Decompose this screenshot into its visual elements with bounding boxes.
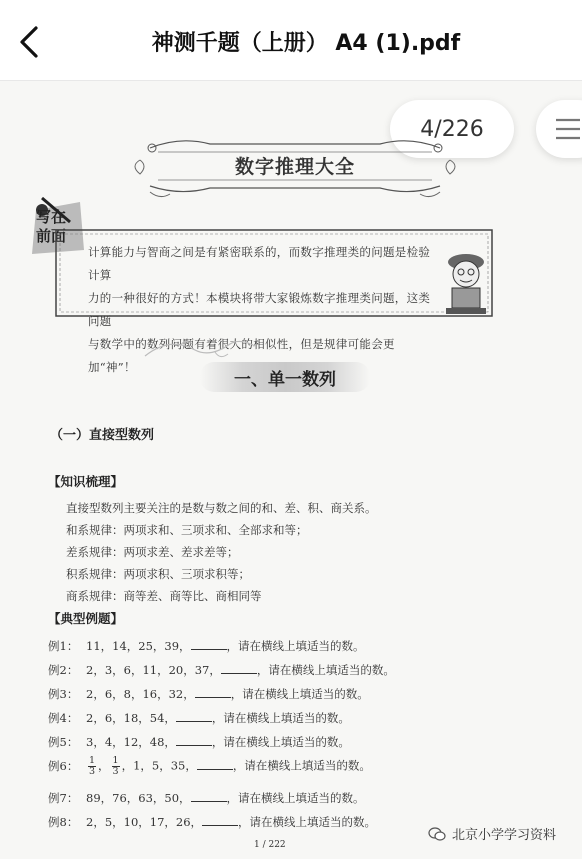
- answer-blank: [195, 687, 231, 698]
- example-row: 例2： 2，3，6，11，20，37， ，请在横线上填适当的数。: [48, 663, 395, 677]
- intro-text: 计算能力与智商之间是有紧密联系的，而数字推理类的问题是检验计算 力的一种很好的方式！本模块将带大家锻炼数字推理类问题，这类问题 与数学中的数列问题有着很大的相似性，但是规律可能会更加“神”！: [88, 245, 431, 374]
- answer-blank: [176, 711, 212, 722]
- knowledge-line: 直接型数列主要关注的是数与数之间的和、差、积、商关系。: [66, 501, 377, 515]
- knowledge-line: 和系规律：两项求和、三项求和、全部求和等；: [66, 523, 308, 537]
- answer-blank: [221, 663, 257, 674]
- knowledge-label: 【知识梳理】: [48, 474, 124, 489]
- example-row: 例6： $\frac{1}{3}$ ， $\frac{1}{3}$ ，1，5，35， ，请在横线上填适当的数。: [48, 755, 371, 777]
- badge-text: 写在 前面: [36, 208, 67, 245]
- floral-ornament: [140, 334, 260, 364]
- back-arrow-icon[interactable]: [14, 24, 46, 60]
- example-row: 例4： 2，6，18，54， ，请在横线上填适当的数。: [48, 711, 350, 725]
- example-row: 例7： 89，76，63，50， ，请在横线上填适当的数。: [48, 791, 365, 805]
- example-row: 例1： 11，14，25，39， ，请在横线上填适当的数。: [48, 639, 365, 653]
- wechat-icon: [428, 827, 446, 841]
- fraction: $\frac{1}{3}$: [112, 755, 119, 777]
- page-footer-number: 1 / 222: [254, 840, 286, 850]
- examples-label: 【典型例题】: [48, 611, 124, 626]
- answer-blank: [176, 735, 212, 746]
- answer-blank: [191, 639, 227, 650]
- top-nav-bar: [0, 0, 582, 81]
- example-row: 例8： 2，5，10，17，26， ，请在横线上填适当的数。: [48, 815, 377, 829]
- answer-blank: [191, 791, 227, 802]
- example-row: 例3： 2，6，8，16，32， ，请在横线上填适当的数。: [48, 687, 369, 701]
- answer-blank: [202, 815, 238, 826]
- mascot-character-icon: [436, 250, 496, 322]
- fraction: $\frac{1}{3}$: [89, 755, 96, 777]
- section-title: 一、单一数列: [234, 370, 336, 390]
- sub-title: （一）直接型数列: [50, 428, 155, 443]
- answer-blank: [197, 759, 233, 770]
- knowledge-line: 商系规律：商等差、商等比、商相同等: [66, 589, 262, 603]
- document-title: 神测千题（上册） A4 (1).pdf: [151, 31, 461, 56]
- page-indicator[interactable]: 4/226: [390, 100, 514, 158]
- banner-title: 数字推理大全: [234, 156, 355, 178]
- watermark: 北京小学学习资料: [428, 824, 556, 843]
- knowledge-line: 积系规律：两项求积、三项求积等；: [66, 567, 250, 581]
- menu-icon: [556, 118, 580, 140]
- knowledge-line: 差系规律：两项求差、差求差等；: [66, 545, 239, 559]
- example-row: 例5： 3，4，12，48， ，请在横线上填适当的数。: [48, 735, 350, 749]
